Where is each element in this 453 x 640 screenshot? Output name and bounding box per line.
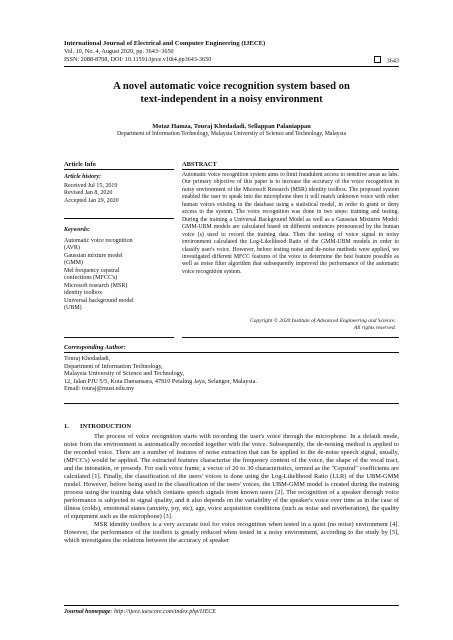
article-info-heading: Article Info [64, 160, 174, 170]
article-history [64, 174, 174, 205]
section-title: INTRODUCTION [80, 423, 132, 430]
copyright-line-2: All rights reserved. [353, 325, 396, 331]
copyright-line-1: Copyright © 2020 Institute of Advanced Engineering and Science. [250, 318, 396, 324]
abstract-divider [182, 337, 399, 338]
abstract-heading: ABSTRACT [182, 160, 399, 170]
header-rule [64, 66, 399, 67]
history-revised: Revised Jan 8, 2020 [64, 190, 113, 197]
journal-name: International Journal of Electrical and Computer Engineering (IJECE) [64, 40, 266, 47]
section-number: 1. [64, 423, 69, 430]
keyword-line: identity toolbox [64, 290, 103, 296]
history-received: Received Jul 15, 2019 [64, 182, 118, 189]
square-icon [374, 56, 381, 63]
issn-line [64, 56, 399, 64]
keyword-line: Microsoft research (MSR) [64, 282, 128, 289]
keyword-line: confections (MFCC's) [64, 275, 118, 281]
copyright-notice [182, 318, 396, 332]
keyword-line: (GMM) [64, 260, 83, 266]
corresponding-dept: Department of Information Technology, [64, 362, 163, 370]
corresponding-divider [64, 403, 399, 404]
corresponding-name: Touraj Khodadadi, [64, 355, 111, 362]
keyword-line: Automatic voice recognition [64, 237, 133, 244]
intro-paragraph-2: MSR identity toolbox is a very accurate tool for voice recognition when tested in a quiet (no noise) environment [4]. However, the performance of the toolbox is greatly reduced when tested in a noisy environment, according to the study by [5], which investigates the relations between the accuracy of speaker [64, 521, 399, 544]
keywords-heading: Keywords: [64, 227, 90, 233]
intro-paragraph-1: The process of voice recognition starts with recording the user's voice through the microphone. In a default mode, noise from the environment is automatically recorded together with the voice. Subsequently, the de-noising method is applied to the recorded voice. There are a number of features of noise extraction that can be applied to the de-noise speech signal, usually, (MFCC's) would be applied. The extracted features characterise the frequency content of the voice, the shape of the vocal tract, and the intonation, or prosody. For each voice frame, a vector of 20 to 30 characteristics, termed as the "Cepstral" coefficients are calculated [1]. Finally, the classification of the users' voices is done using the Log-Likelihood Ratio (LLR) of the UBM-GMM model. However, before being used in the classification of the users' voices, the UBM-GMM model is created during the training process using the training data which contains speech signals from known users [2]. The recognition of a speaker through voice performance is subjected to signal quality, and it also depends on the variability of the speaker's voice over time as in the case of illness (colds), emotional states (anxiety, joy, etc), age, voice acquisition conditions (such as noise and reverberation), the quality of equipment such as the microphone) [3]. [64, 433, 399, 520]
keyword-line: Universal background model [64, 297, 134, 304]
paper-title [64, 80, 399, 106]
corresponding-address: 12, Jalan PJU 5/5, Kota Damansara, 47810 Petaling Jaya, Selangor, Malaysia. [64, 377, 257, 385]
keywords-divider [64, 337, 174, 338]
page-number-group [374, 56, 399, 65]
footer-url: : http://ijece.iaescore.com/index.php/IJECE [110, 609, 216, 615]
keyword-line: (AVR) [64, 245, 80, 251]
abstract-header [182, 160, 399, 170]
issn-text: ISSN: 2088-8708, DOI: 10.11591/ijece.v10i4.pp3643-3650 [64, 55, 212, 63]
corresponding-body [64, 355, 399, 393]
corresponding-email: Email: touraj@must.edu.my [64, 385, 135, 393]
history-heading: Article history: [64, 174, 102, 180]
keyword-line: Mel frequency cepstral [64, 267, 120, 274]
title-line-1: A novel automatic voice recognition system based on [113, 81, 350, 92]
corresponding-heading: Corresponding Author: [64, 343, 399, 353]
title-line-2: text-independent in a noisy environment [140, 94, 323, 105]
footer-label: Journal homepage [64, 609, 111, 615]
page-number: 3643 [386, 57, 399, 65]
corresponding-author [64, 343, 399, 393]
affiliation: Department of Information Technology, Malaysia University of Science and Technology, Malaysia [116, 131, 347, 137]
section-heading [64, 423, 399, 431]
journal-header [64, 40, 399, 63]
corresponding-univ: Malaysia University of Science and Technology, [64, 370, 185, 378]
keyword-line: (UBM) [64, 305, 82, 311]
history-accepted: Accepted Jan 29, 2020 [64, 197, 119, 204]
page-footer [64, 608, 399, 616]
article-info-header [64, 160, 174, 170]
footer-rule [64, 605, 399, 606]
abstract-text: Automatic voice recognition system aims to limit fraudulent access to sensitive areas as labs. Our primary objective of this paper is to increase the accuracy of the voice recognition in noisy environment of the Microsoft Research (MSR) identity toolbox. The proposed system enabled the user to speak into the microphone then it will match unknown voice with other human voices existing in the database using a statistical model, in order to grant or deny access to the system. The voice recognition was done in two steps: training and testing. During the training a Universal Background Model as well as a Gaussian Mixtures Model: GMM-UBM models are calculated based on different sentences pronounced by the human voice (s) used to record the training data. Then the testing of voice signal in noisy environment calculated the Log-Likelihood Ratio of the GMM-UBM models in order to classify user's voice. However, before testing noise and de-noise methods were applied, we investigated different MFCC features of the voice to determine the best feature possible as well as noise filter algorithm that subsequently improved the performance of the automatic voice recognition system. [182, 172, 399, 275]
keyword-line: Gaussian mixture model [64, 252, 123, 259]
introduction-section [64, 423, 399, 545]
author-list: Motaz Hamza, Touraj Khodadadi, Sellappan Palaniappan [152, 123, 311, 130]
history-divider [64, 218, 174, 219]
keywords-block [64, 227, 174, 313]
volume-line: Vol. 10, No. 4, August 2020, pp. 3643~3650 [64, 48, 174, 55]
